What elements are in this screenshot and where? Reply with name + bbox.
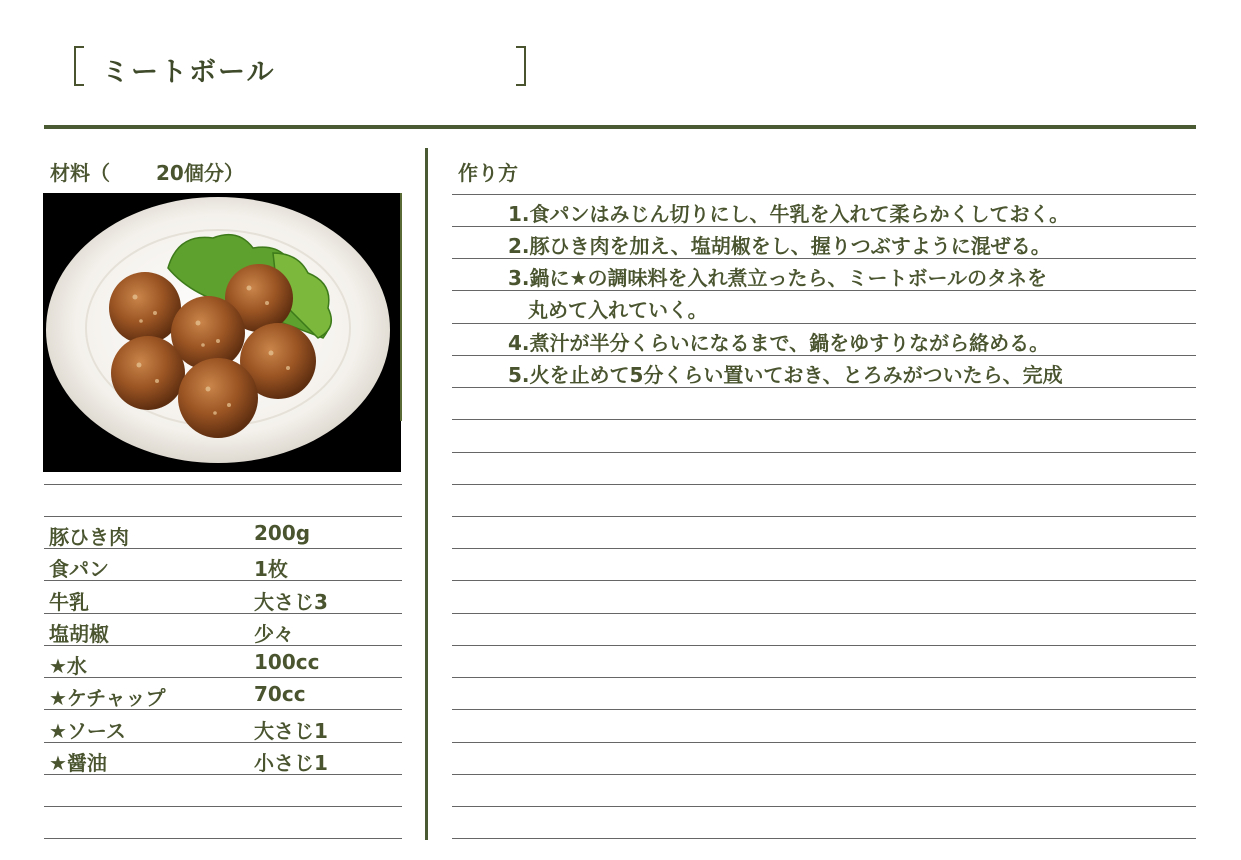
rule — [452, 838, 1196, 839]
ingredients-heading — [50, 157, 244, 186]
rule — [44, 806, 402, 807]
rule — [452, 677, 1196, 678]
ingredient-qty: 小さじ1 — [254, 751, 328, 775]
ingredient-qty: 100cc — [254, 650, 320, 674]
method-step: 3.鍋に★の調味料を入れ煮立ったら、ミートボールのタネを — [508, 266, 1048, 290]
ingredient-row — [44, 517, 402, 549]
servings-count: 20個分） — [156, 161, 244, 185]
rule — [452, 484, 1196, 485]
ingredient-name: 牛乳 — [49, 590, 89, 614]
method-step: 丸めて入れていく。 — [508, 298, 708, 322]
rule — [452, 194, 1196, 195]
ingredient-row — [44, 711, 402, 743]
ingredient-qty: 大さじ1 — [254, 719, 328, 743]
photo-edge — [400, 193, 402, 421]
ingredient-row — [44, 549, 402, 581]
ingredient-row — [44, 614, 402, 646]
rule — [452, 452, 1196, 453]
rule — [452, 419, 1196, 420]
rule — [44, 484, 402, 485]
ingredient-row — [44, 743, 402, 775]
meatball-photo — [43, 193, 401, 472]
rule — [452, 774, 1196, 775]
rule — [452, 580, 1196, 581]
left-bracket — [74, 46, 84, 86]
ingredient-name: 塩胡椒 — [49, 622, 109, 646]
meatball-plate-illustration — [43, 193, 401, 472]
rule — [452, 742, 1196, 743]
rule — [452, 613, 1196, 614]
ingredient-qty: 1枚 — [254, 557, 288, 581]
ingredient-name: ★水 — [49, 654, 87, 678]
right-bracket — [516, 46, 526, 86]
method-step: 4.煮汁が半分くらいになるまで、鍋をゆすりながら絡める。 — [508, 331, 1050, 355]
rule — [452, 516, 1196, 517]
recipe-title: ミートボール — [102, 57, 276, 88]
column-divider — [425, 148, 428, 840]
ingredient-name: 食パン — [49, 557, 109, 581]
ingredient-qty: 200g — [254, 521, 311, 545]
rule — [452, 806, 1196, 807]
ingredient-name: ★ソース — [49, 719, 126, 743]
method-step: 5.火を止めて5分くらい置いておき、とろみがついたら、完成 — [508, 363, 1063, 387]
ingredient-row — [44, 582, 402, 614]
method-step: 1.食パンはみじん切りにし、牛乳を入れて柔らかくしておく。 — [508, 202, 1070, 226]
rule — [452, 709, 1196, 710]
rule — [452, 548, 1196, 549]
method-step: 2.豚ひき肉を加え、塩胡椒をし、握りつぶすように混ぜる。 — [508, 234, 1051, 258]
ingredient-name: 豚ひき肉 — [49, 525, 129, 549]
rule — [452, 323, 1196, 324]
rule — [452, 645, 1196, 646]
ingredient-qty: 70cc — [254, 682, 306, 706]
ingredient-qty: 大さじ3 — [254, 590, 328, 614]
rule — [44, 838, 402, 839]
ingredient-row — [44, 646, 402, 678]
ingredient-row — [44, 678, 402, 710]
title-underline — [44, 125, 1196, 129]
method-heading: 作り方 — [458, 161, 518, 185]
ingredient-name: ★ケチャップ — [49, 686, 166, 710]
ingredient-qty: 少々 — [254, 622, 294, 646]
ingredients-label: 材料（ — [50, 161, 110, 185]
title-area — [74, 46, 526, 92]
ingredient-name: ★醤油 — [49, 751, 107, 775]
